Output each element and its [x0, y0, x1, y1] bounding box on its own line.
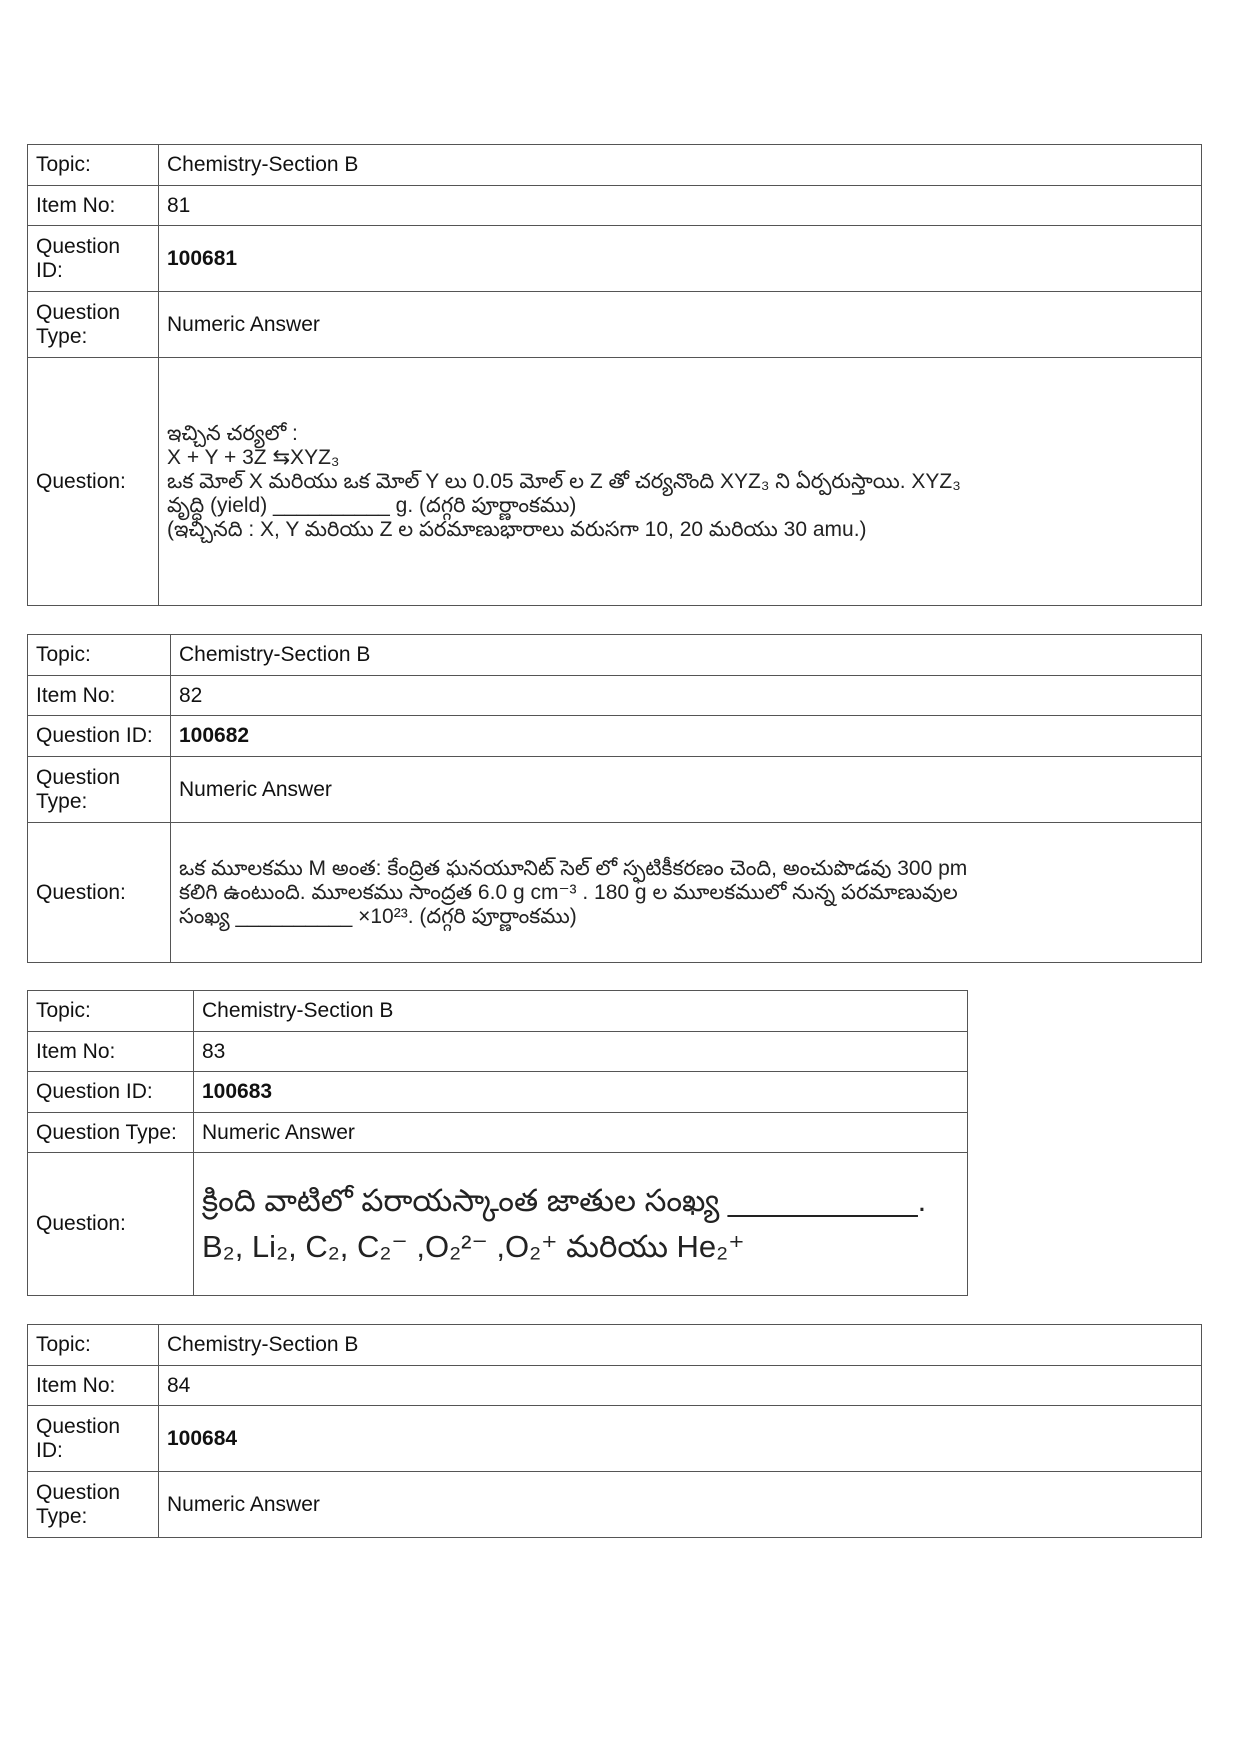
question-line: ఒక మోల్ X మరియు ఒక మోల్ Y లు 0.05 మోల్ ల Z తో చర్యనొంది XYZ₃ ని ఏర్పరుస్తాయి. XYZ₃: [167, 469, 961, 493]
question-table: [27, 634, 1202, 963]
question-type-label: Question Type:: [28, 757, 171, 823]
question-label: Question:: [28, 1153, 194, 1296]
question-type-label: Question Type:: [28, 1113, 194, 1153]
question-id-label: Question ID:: [28, 1406, 159, 1472]
question-line: ఇచ్చిన చర్యలో :: [167, 421, 298, 445]
topic-label: Topic:: [28, 991, 194, 1032]
question-line: క్రింది వాటిలో పరాయస్కాంత జాతుల సంఖ్య ___________.: [202, 1183, 927, 1218]
topic-label: Topic:: [28, 145, 159, 186]
question-body: [159, 358, 1202, 606]
question-line: వృద్ధి (yield) __________ g. (దగ్గరి పూర్ణాంకము): [167, 493, 577, 517]
item-no-label: Item No:: [28, 1366, 159, 1406]
question-type-value: Numeric Answer: [159, 292, 1202, 358]
question-type-value: Numeric Answer: [171, 757, 1202, 823]
item-no-value: 84: [159, 1366, 1202, 1406]
item-no-label: Item No:: [28, 186, 159, 226]
question-line: సంఖ్య __________ ×10²³. (దగ్గరి పూర్ణాంకము): [179, 904, 577, 928]
question-line: ఒక మూలకము M అంత: కేంద్రిత ఘనయూనిట్ సెల్ లో స్ఫటికీకరణం చెంది, అంచుపొడవు 300 pm: [179, 856, 968, 880]
question-id-value: 100684: [159, 1406, 1202, 1472]
question-id-value: 100682: [171, 716, 1202, 757]
question-id-label: Question ID:: [28, 1072, 194, 1113]
question-id-label: Question ID:: [28, 716, 171, 757]
question-id-value: 100683: [194, 1072, 968, 1113]
question-table: [27, 990, 968, 1296]
topic-value: Chemistry-Section B: [194, 991, 968, 1032]
question-type-value: Numeric Answer: [159, 1472, 1202, 1538]
question-type-label: Question Type:: [28, 1472, 159, 1538]
question-line: (ఇచ్చినది : X, Y మరియు Z ల పరమాణుభారాలు వరుసగా 10, 20 మరియు 30 amu.): [167, 517, 867, 541]
topic-label: Topic:: [28, 1325, 159, 1366]
question-body: [171, 823, 1202, 963]
question-line: కలిగి ఉంటుంది. మూలకము సాంద్రత 6.0 g cm⁻³ . 180 g ల మూలకములో నున్న పరమాణువుల: [179, 880, 958, 904]
question-type-label: Question Type:: [28, 292, 159, 358]
topic-value: Chemistry-Section B: [159, 1325, 1202, 1366]
question-table: [27, 1324, 1202, 1538]
topic-value: Chemistry-Section B: [159, 145, 1202, 186]
item-no-value: 81: [159, 186, 1202, 226]
question-id-value: 100681: [159, 226, 1202, 292]
question-body: [194, 1153, 968, 1296]
topic-value: Chemistry-Section B: [171, 635, 1202, 676]
item-no-label: Item No:: [28, 676, 171, 716]
question-label: Question:: [28, 823, 171, 963]
question-table: [27, 144, 1202, 606]
question-id-label: Question ID:: [28, 226, 159, 292]
question-type-value: Numeric Answer: [194, 1113, 968, 1153]
item-no-value: 83: [194, 1032, 968, 1072]
topic-label: Topic:: [28, 635, 171, 676]
question-line: X + Y + 3Z ⇆XYZ₃: [167, 445, 340, 469]
question-line: B₂, Li₂, C₂, C₂⁻ ,O₂²⁻ ,O₂⁺ మరియు He₂⁺: [202, 1229, 745, 1264]
question-label: Question:: [28, 358, 159, 606]
item-no-label: Item No:: [28, 1032, 194, 1072]
item-no-value: 82: [171, 676, 1202, 716]
